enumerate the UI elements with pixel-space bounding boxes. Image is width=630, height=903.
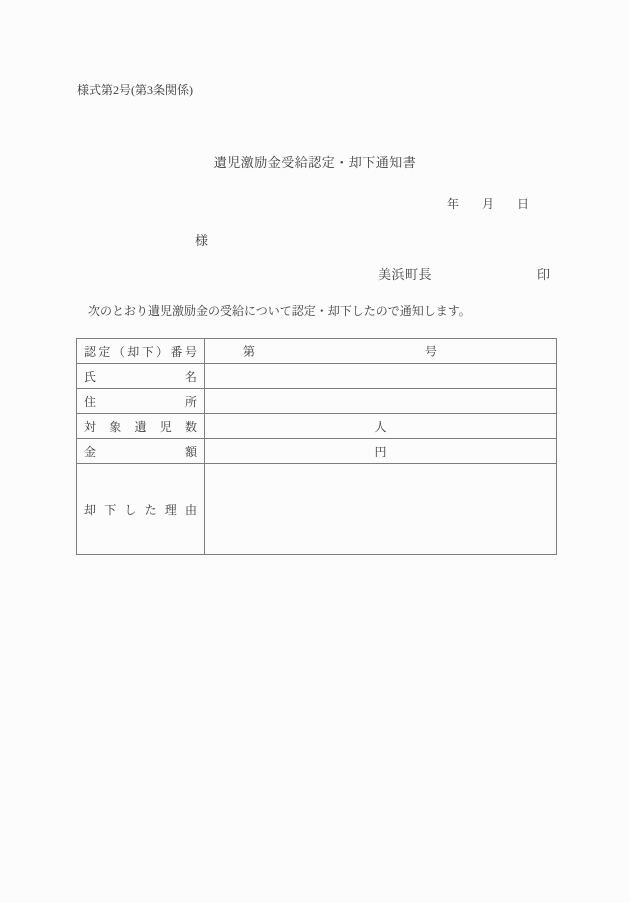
name-label: 氏 名	[84, 369, 197, 384]
table-row-rejection-reason	[77, 464, 556, 554]
issuer-title: 美浜町長	[378, 267, 433, 282]
document-title: 遺児激励金受給認定・却下通知書	[213, 155, 417, 170]
amount-unit: 円	[374, 444, 387, 459]
notice-body-text: 次のとおり遺児激励金の受給について認定・却下したので通知します。	[88, 304, 471, 318]
orphan-count-label: 対 象 遺 児 数	[84, 419, 197, 434]
rejection-reason-label: 却 下 し た 理 由	[84, 502, 197, 517]
orphan-count-label-cell	[77, 414, 205, 438]
number-label-cell	[77, 339, 205, 363]
amount-value-cell	[205, 439, 556, 463]
seal-placeholder: 印	[537, 267, 551, 282]
number-prefix: 第	[243, 344, 256, 359]
notice-table	[76, 338, 557, 555]
date-year-label: 年	[447, 197, 460, 211]
orphan-count-value-cell	[205, 414, 556, 438]
number-label: 認 定 （ 却 下 ） 番 号	[84, 344, 197, 359]
table-row-address	[77, 389, 556, 414]
date-day-label: 日	[517, 197, 530, 211]
date-month-label: 月	[482, 197, 495, 211]
address-value-cell	[205, 389, 556, 413]
amount-label-cell	[77, 439, 205, 463]
number-suffix: 号	[425, 344, 438, 359]
number-value-cell	[205, 339, 556, 363]
address-label: 住 所	[84, 394, 197, 409]
address-label-cell	[77, 389, 205, 413]
table-row-name	[77, 364, 556, 389]
table-row-amount	[77, 439, 556, 464]
table-row-orphan-count	[77, 414, 556, 439]
orphan-count-unit: 人	[374, 419, 387, 434]
amount-label: 金 額	[84, 444, 197, 459]
form-number: 様式第2号(第3条関係)	[77, 83, 193, 97]
name-value-cell	[205, 364, 556, 388]
rejection-reason-value-cell	[205, 464, 556, 554]
rejection-reason-label-cell	[77, 464, 205, 554]
issue-date-line	[447, 195, 529, 212]
table-row-number	[77, 339, 556, 364]
name-label-cell	[77, 364, 205, 388]
recipient-honorific: 様	[195, 233, 209, 248]
